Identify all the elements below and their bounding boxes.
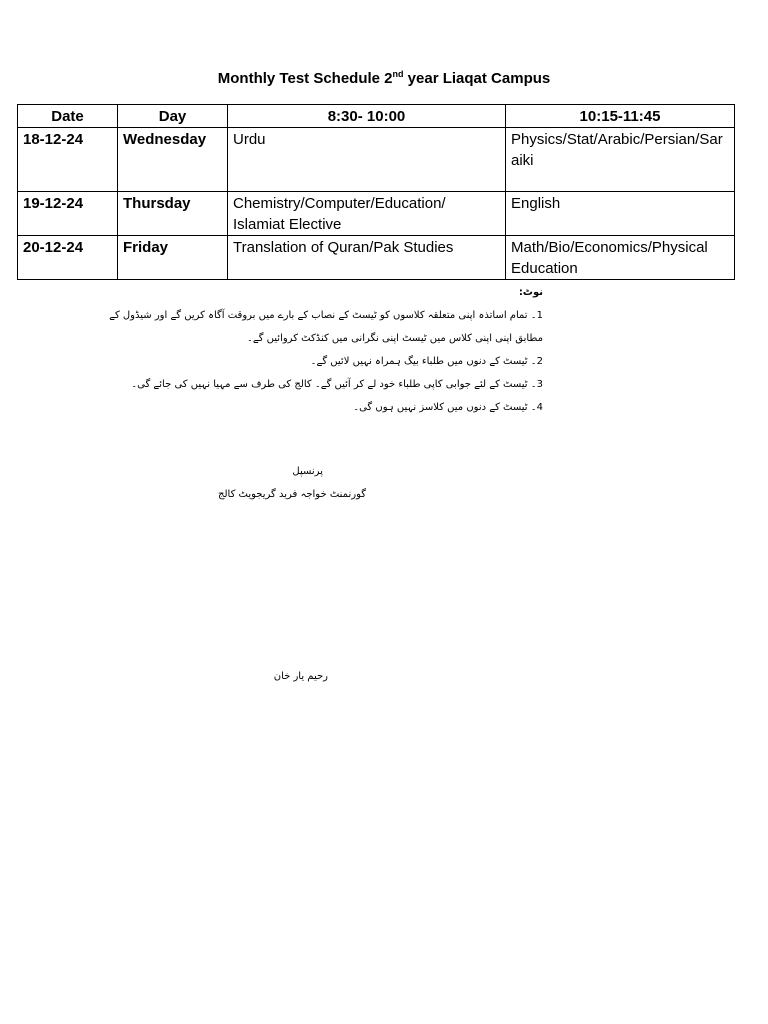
header-date: Date xyxy=(18,105,118,128)
notes-list xyxy=(83,304,543,419)
cell-slot-2: Physics/Stat/Arabic/Persian/Saraiki xyxy=(506,128,735,192)
cell-date: 20-12-24 xyxy=(18,236,118,280)
cell-day: Friday xyxy=(118,236,228,280)
cell-day: Wednesday xyxy=(118,128,228,192)
page-title xyxy=(0,70,768,87)
title-main: Monthly Test Schedule 2 xyxy=(217,70,393,87)
cell-date: 19-12-24 xyxy=(18,192,118,236)
signature-city: رحیم یار خان xyxy=(273,671,328,682)
signature-institution: گورنمنٹ خواجہ فرید گریجویٹ کالج xyxy=(218,489,366,500)
note-item: 2۔ ٹیسٹ کے دنوں میں طلباء بیگ ہمراہ نہیں لائیں گے۔ xyxy=(310,356,543,367)
note-item: 3۔ ٹیسٹ کے لئے جوابی کاپی طلباء خود لے کر آئیں گے۔ کالج کی طرف سے مہیا نہیں کی جائے گی۔ xyxy=(131,379,543,390)
table-header-row xyxy=(18,105,735,128)
note-item: 1۔ تمام اساتذہ اپنی متعلقہ کلاسوں کو ٹیسٹ کے نصاب کے بارے میں بروقت آگاہ کریں گے اور شیڈول کے مطابق اپنی اپنی کلاس میں ٹیسٹ اپنی نگرانی میں کنڈکٹ کروائیں گے۔ xyxy=(109,310,543,344)
cell-slot-1: Chemistry/Computer/Education/ Islamiat Elective xyxy=(228,192,506,236)
schedule-table xyxy=(17,104,735,280)
cell-slot-1: Translation of Quran/Pak Studies xyxy=(228,236,506,280)
note-item: 4۔ ٹیسٹ کے دنوں میں کلاسز نہیں ہوں گی۔ xyxy=(353,402,543,413)
cell-day: Thursday xyxy=(118,192,228,236)
cell-slot-1: Urdu xyxy=(228,128,506,192)
header-slot-1: 8:30- 10:00 xyxy=(228,105,506,128)
cell-slot-2: Math/Bio/Economics/Physical Education xyxy=(506,236,735,280)
header-day: Day xyxy=(118,105,228,128)
cell-date: 18-12-24 xyxy=(18,128,118,192)
table-row xyxy=(18,192,735,236)
table-row xyxy=(18,236,735,280)
table-row xyxy=(18,128,735,192)
notes-heading: نوٹ: xyxy=(518,287,543,298)
header-slot-2: 10:15-11:45 xyxy=(506,105,735,128)
signature-title: پرنسپل xyxy=(292,466,323,477)
title-superscript: nd xyxy=(392,69,404,79)
title-suffix: year Liaqat Campus xyxy=(403,70,551,87)
cell-slot-2: English xyxy=(506,192,735,236)
